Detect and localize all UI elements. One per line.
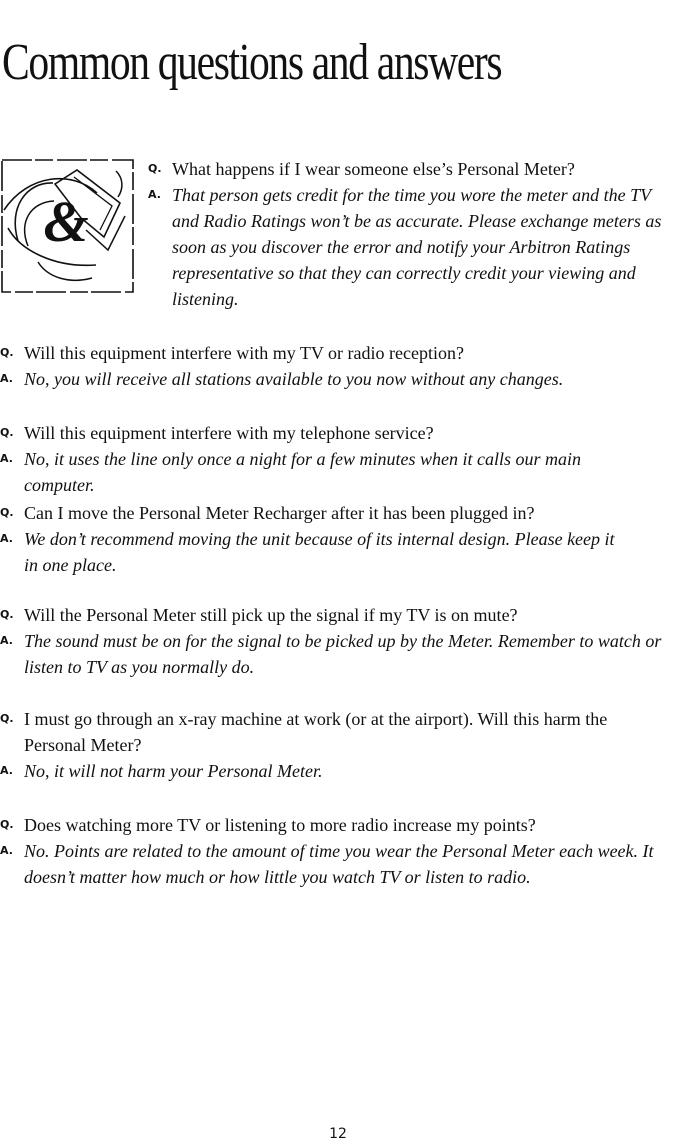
qa-item-5 <box>0 602 665 680</box>
question-label: Q. <box>0 818 14 831</box>
question-label: Q. <box>0 608 14 621</box>
question-text: Does watching more TV or listening to more radio increase my points? <box>24 815 536 835</box>
question-row <box>148 156 668 182</box>
answer-text: No, you will receive all stations available to you now without any changes. <box>24 369 564 389</box>
question-row <box>0 706 640 758</box>
question-label: Q. <box>148 162 162 175</box>
question-row <box>0 340 650 366</box>
question-label: Q. <box>0 346 14 359</box>
answer-text: The sound must be on for the signal to be picked up by the Meter. Remember to watch or listen to TV as you normally do. <box>24 631 662 677</box>
answer-row <box>0 838 665 890</box>
answer-label: A. <box>0 532 13 545</box>
answer-row <box>0 446 650 498</box>
answer-text: That person gets credit for the time you wore the meter and the TV and Radio Ratings won’t be as accurate. Please exchange meters as soon as you discover the error and notify your Arbitron Ratings representative so that they can correctly credit your viewing and listening. <box>172 185 662 309</box>
answer-row <box>0 366 650 392</box>
qa-item-1 <box>148 156 668 312</box>
question-row <box>0 420 650 446</box>
qa-item-2 <box>0 340 650 392</box>
answer-text: No, it will not harm your Personal Meter. <box>24 761 323 781</box>
qa-item-7 <box>0 812 665 890</box>
answer-label: A. <box>0 372 13 385</box>
question-text: Can I move the Personal Meter Recharger after it has been plugged in? <box>24 503 535 523</box>
qa-item-3 <box>0 420 650 498</box>
page-title: Common questions and answers <box>2 33 502 91</box>
answer-label: A. <box>0 764 13 777</box>
answer-label: A. <box>0 634 13 647</box>
answer-label: A. <box>0 844 13 857</box>
answer-row <box>0 526 630 578</box>
question-text: Will this equipment interfere with my telephone service? <box>24 423 434 443</box>
question-row <box>0 812 665 838</box>
question-label: Q. <box>0 712 14 725</box>
question-row <box>0 602 665 628</box>
answer-label: A. <box>0 452 13 465</box>
answer-row <box>0 628 665 680</box>
ampersand-illustration-icon <box>0 158 135 294</box>
question-text: What happens if I wear someone else’s Personal Meter? <box>172 159 575 179</box>
answer-text: We don’t recommend moving the unit because of its internal design. Please keep it in one place. <box>24 529 615 575</box>
question-text: I must go through an x-ray machine at work (or at the airport). Will this harm the Personal Meter? <box>24 709 608 755</box>
question-row <box>0 500 630 526</box>
question-label: Q. <box>0 506 14 519</box>
answer-label: A. <box>148 188 161 201</box>
answer-text: No. Points are related to the amount of time you wear the Personal Meter each week. It doesn’t matter how much or how little you watch TV or listen to radio. <box>24 841 654 887</box>
answer-text: No, it uses the line only once a night for a few minutes when it calls our main computer. <box>24 449 581 495</box>
answer-row <box>0 758 640 784</box>
question-text: Will this equipment interfere with my TV or radio reception? <box>24 343 464 363</box>
qa-item-4 <box>0 500 630 578</box>
question-label: Q. <box>0 426 14 439</box>
answer-row <box>148 182 668 312</box>
page-number: 12 <box>329 1126 347 1142</box>
question-text: Will the Personal Meter still pick up the signal if my TV is on mute? <box>24 605 518 625</box>
ampersand-lettering: & <box>43 189 89 254</box>
qa-item-6 <box>0 706 640 784</box>
